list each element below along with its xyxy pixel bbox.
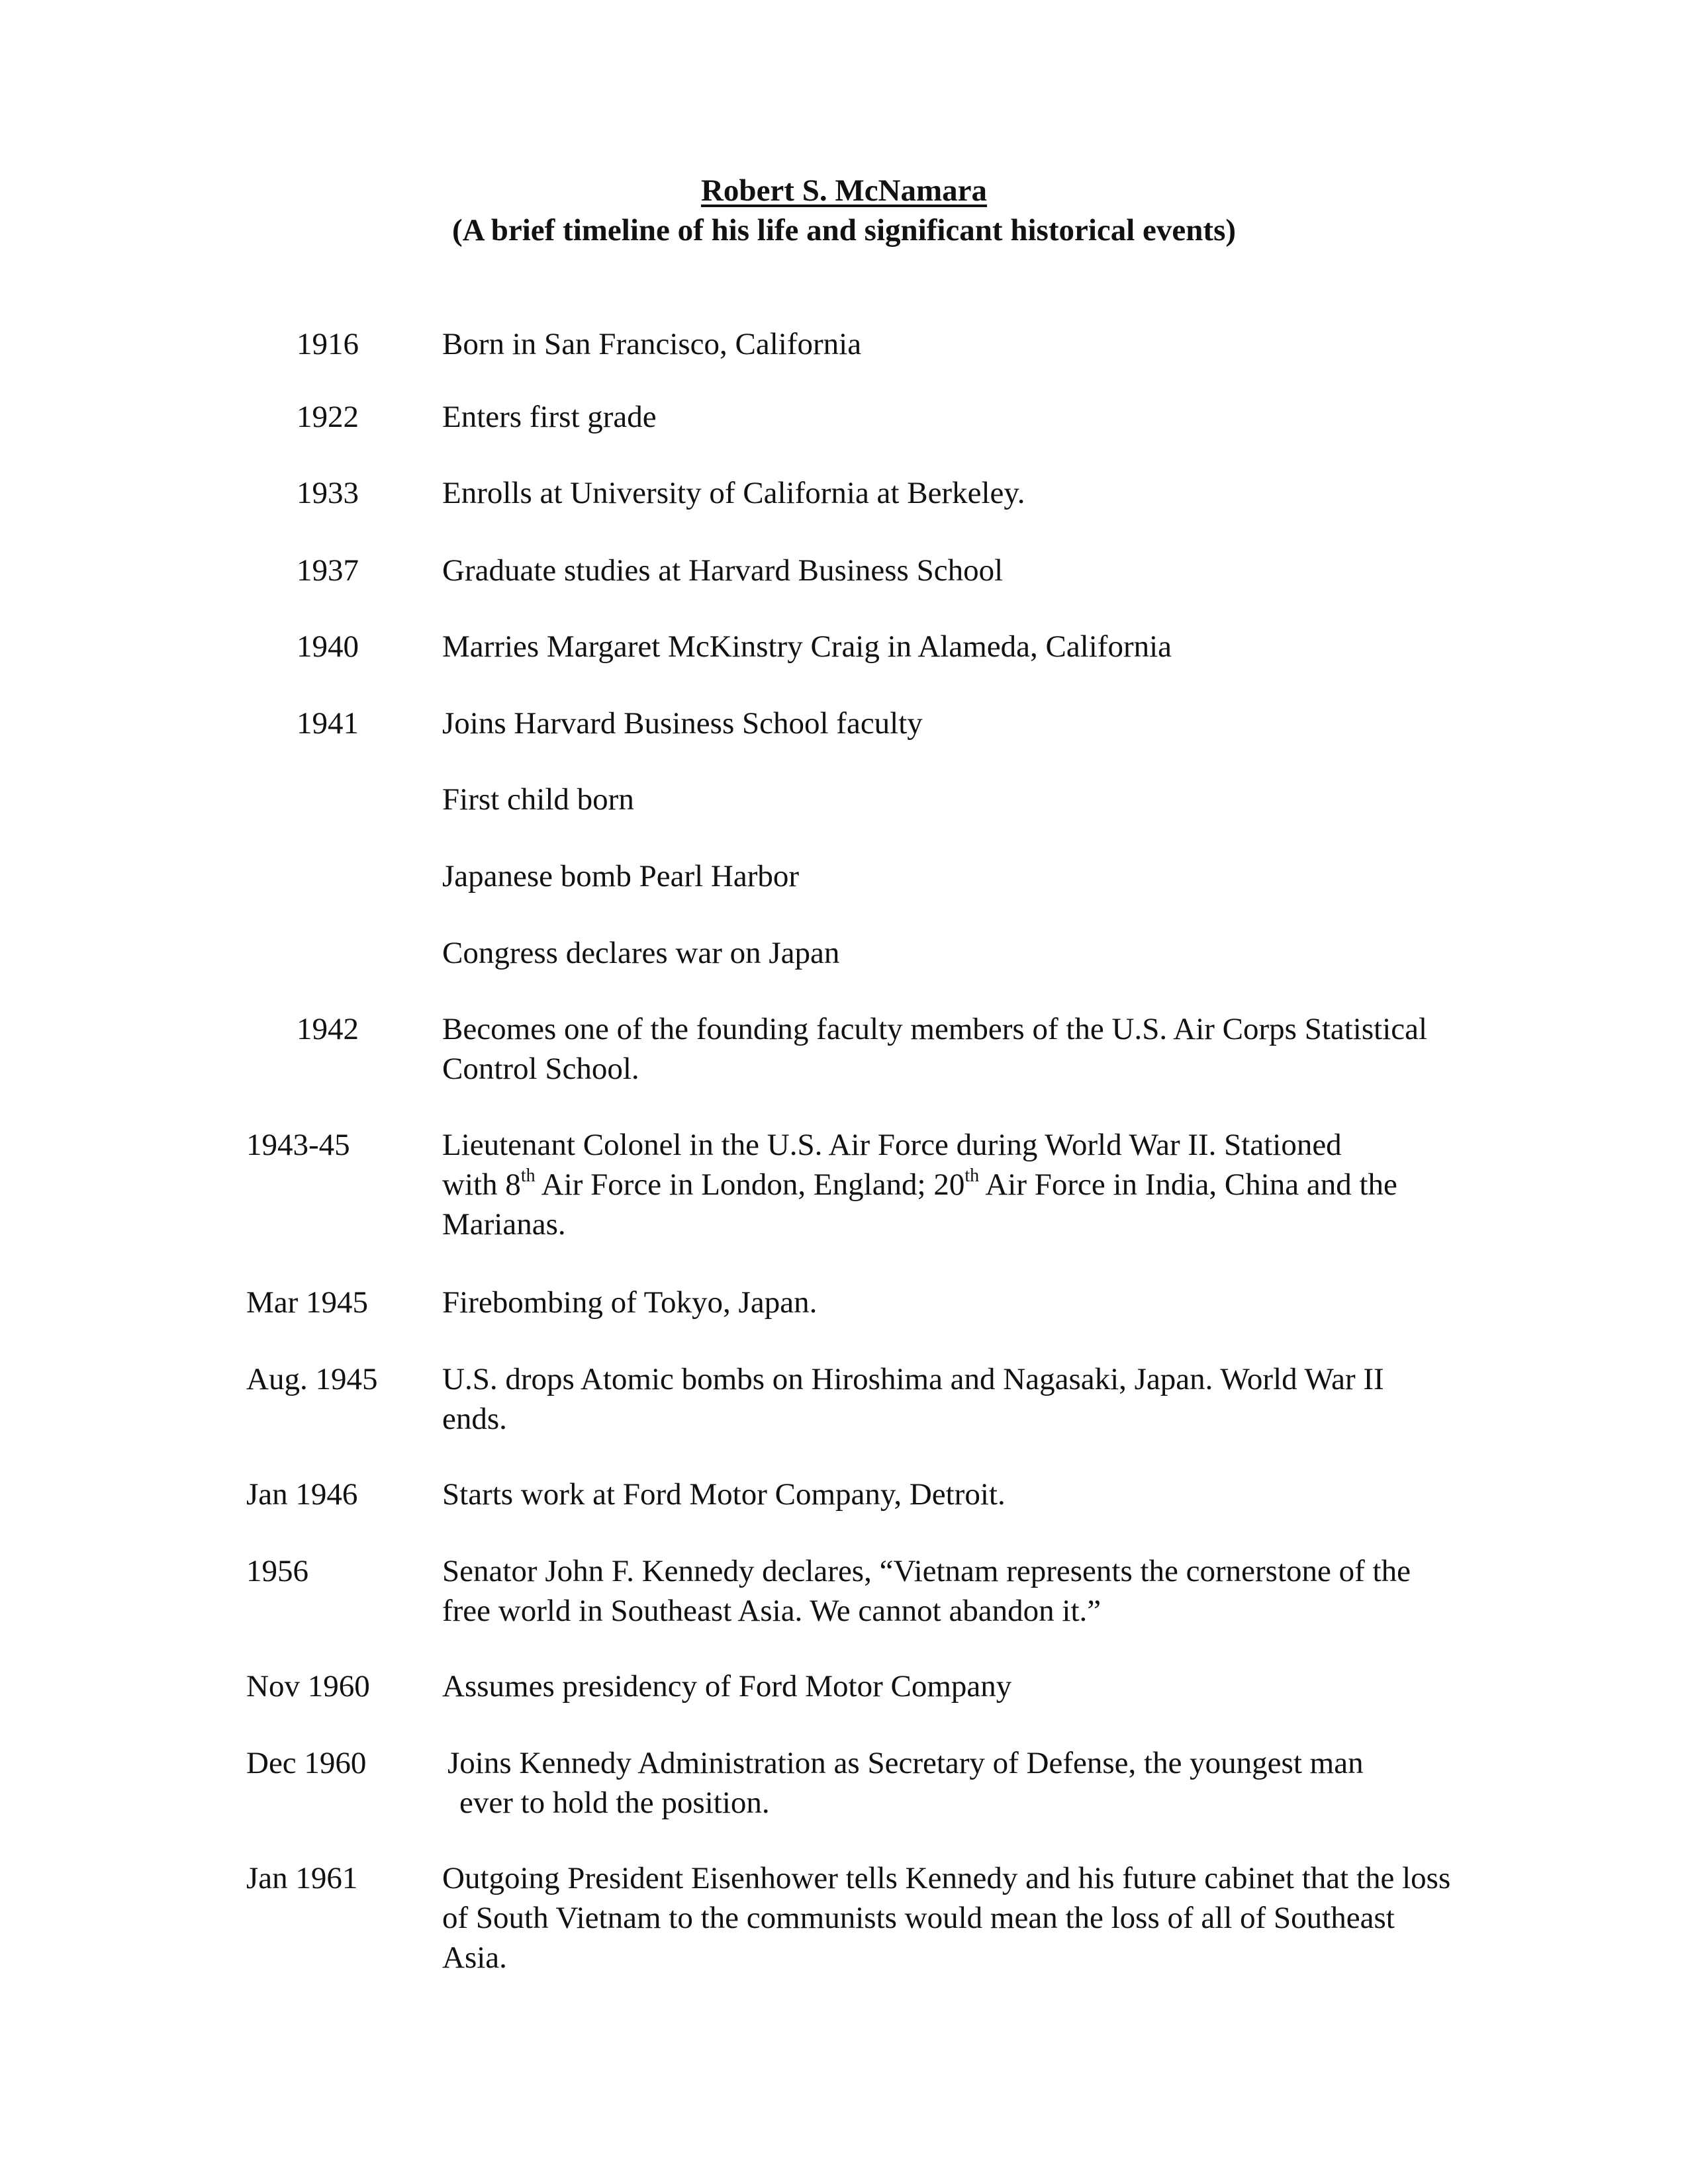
ordinal-superscript: th <box>520 1165 536 1186</box>
entry-date: 1942 <box>297 1012 359 1046</box>
entry-text: Becomes one of the founding faculty members of the U.S. Air Corps Statistical Control School. <box>442 1012 1428 1086</box>
entry-text-with: with 8 <box>442 1167 521 1202</box>
entry-text: Graduate studies at Harvard Business School <box>442 553 1004 588</box>
entry-text-end: Air Force in India, China and the Marianas. <box>442 1167 1397 1242</box>
document-subtitle: (A brief timeline of his life and significant historical events) <box>451 213 1237 248</box>
entry-text: U.S. drops Atomic bombs on Hiroshima and Nagasaki, Japan. World War II ends. <box>442 1362 1384 1436</box>
entry-date: Mar 1945 <box>246 1285 369 1320</box>
entry-text: Congress declares war on Japan <box>442 936 840 970</box>
entry-date: 1937 <box>297 553 359 588</box>
entry-text: Senator John F. Kennedy declares, “Vietnam represents the cornerstone of the free world in Southeast Asia. We cannot abandon it.” <box>442 1554 1411 1628</box>
entry-text: Assumes presidency of Ford Motor Company <box>442 1669 1012 1704</box>
entry-text-line1: Joins Kennedy Administration as Secretary of Defense, the youngest man <box>447 1746 1364 1780</box>
entry-date: 1941 <box>297 706 359 741</box>
entry-date: 1943-45 <box>246 1128 350 1162</box>
entry-text: Japanese bomb Pearl Harbor <box>442 859 800 893</box>
entry-text: Enrolls at University of California at Berkeley. <box>442 476 1025 510</box>
entry-text: Born in San Francisco, California <box>442 327 862 361</box>
entry-date: Jan 1961 <box>246 1861 358 1895</box>
entry-text-line2: ever to hold the position. <box>459 1786 770 1820</box>
entry-text: Marries Margaret McKinstry Craig in Alameda, California <box>442 629 1172 664</box>
entry-date: Aug. 1945 <box>246 1362 378 1396</box>
entry-date: Dec 1960 <box>246 1746 367 1780</box>
entry-text: Outgoing President Eisenhower tells Kennedy and his future cabinet that the loss of South Vietnam to the communists would mean the loss of all of Southeast Asia. <box>442 1861 1451 1975</box>
entry-date: 1956 <box>246 1554 308 1588</box>
entry-text: Firebombing of Tokyo, Japan. <box>442 1285 818 1320</box>
entry-date: 1916 <box>297 327 359 361</box>
document-title: Robert S. McNamara <box>700 173 988 208</box>
entry-date: Jan 1946 <box>246 1477 358 1512</box>
entry-text-line1: Lieutenant Colonel in the U.S. Air Force during World War II. Stationed <box>442 1128 1342 1162</box>
entry-text <box>447 1743 1460 1823</box>
entry-date: 1922 <box>297 400 359 434</box>
entry-text: Starts work at Ford Motor Company, Detroit. <box>442 1477 1006 1512</box>
entry-text <box>442 1125 1455 1244</box>
entry-date: 1933 <box>297 476 359 510</box>
entry-text: Joins Harvard Business School faculty <box>442 706 923 741</box>
entry-text: First child born <box>442 782 634 817</box>
entry-date: Nov 1960 <box>246 1669 370 1704</box>
entry-text-mid: Air Force in London, England; 20 <box>535 1167 965 1202</box>
ordinal-superscript: th <box>964 1165 980 1186</box>
entry-text: Enters first grade <box>442 400 657 434</box>
entry-date: 1940 <box>297 629 359 664</box>
